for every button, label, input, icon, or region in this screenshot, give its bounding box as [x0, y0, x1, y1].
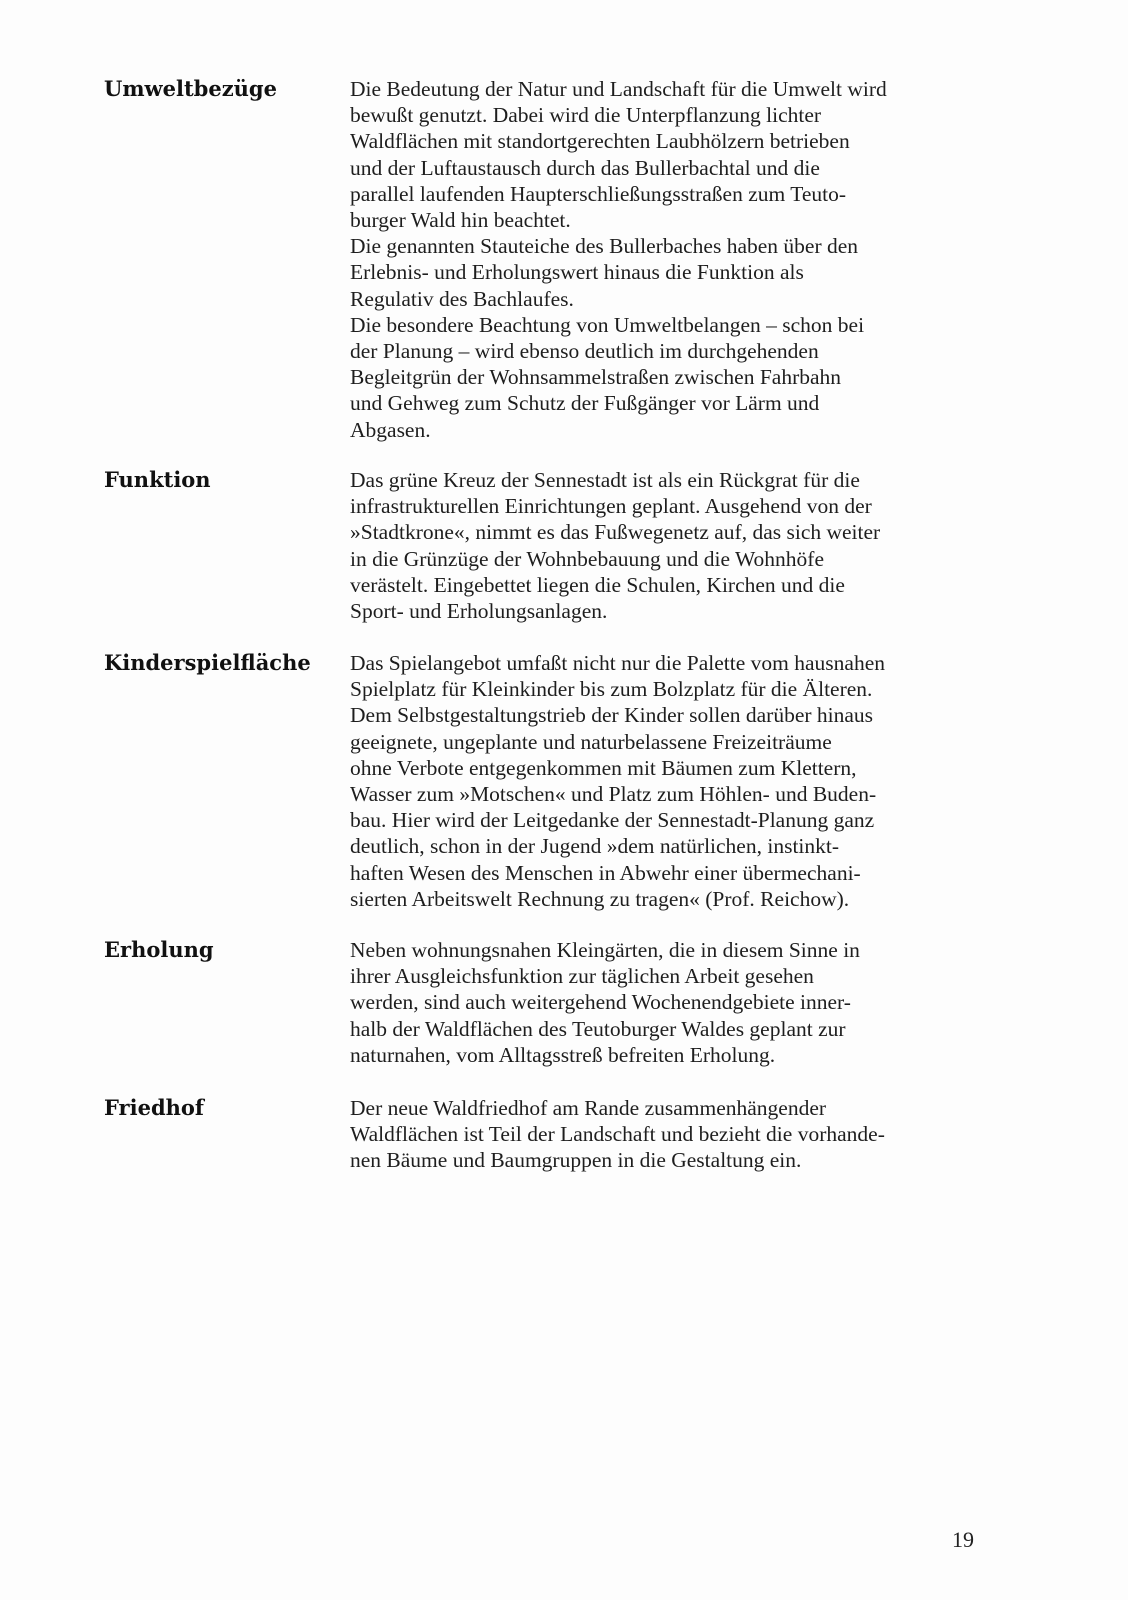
text-line: Regulativ des Bachlaufes.	[350, 286, 574, 311]
text-line: halb der Waldflächen des Teutoburger Waldes geplant zur	[350, 1016, 846, 1041]
text-line: nen Bäume und Baumgruppen in die Gestaltung ein.	[350, 1148, 802, 1173]
text-line: burger Wald hin beachtet.	[350, 208, 571, 233]
text-line: in die Grünzüge der Wohnbebauung und die Wohnhöfe	[350, 546, 825, 571]
text-line: infrastrukturellen Einrichtungen geplant. Ausgehend von der	[350, 494, 872, 519]
text-line: Erlebnis- und Erholungswert hinaus die Funktion als	[350, 260, 804, 285]
section-body	[350, 937, 990, 1068]
text-line: und Gehweg zum Schutz der Fußgänger vor Lärm und	[350, 391, 820, 416]
text-line: verästelt. Eingebettet liegen die Schulen, Kirchen und die	[350, 572, 845, 597]
text-line: Wasser zum »Motschen« und Platz zum Höhlen- und Buden-	[350, 782, 877, 807]
page-number: 19	[952, 1527, 974, 1552]
text-line: »Stadtkrone«, nimmt es das Fußwegenetz auf, das sich weiter	[350, 520, 881, 545]
section-body	[350, 467, 990, 624]
text-line: bewußt genutzt. Dabei wird die Unterpflanzung lichter	[350, 103, 822, 128]
text-line: Die genannten Stauteiche des Bullerbaches haben über den	[350, 234, 859, 259]
text-line: Spielplatz für Kleinkinder bis zum Bolzplatz für die Älteren.	[350, 677, 873, 702]
text-line: Das Spielangebot umfaßt nicht nur die Palette vom hausnahen	[350, 651, 885, 675]
text-line: Dem Selbstgestaltungstrieb der Kinder sollen darüber hinaus	[350, 703, 874, 728]
text-line: Begleitgrün der Wohnsammelstraßen zwischen Fahrbahn	[350, 365, 842, 390]
text-line: Der neue Waldfriedhof am Rande zusammenhängender	[350, 1096, 827, 1120]
text-line: haften Wesen des Menschen in Abwehr einer übermechani-	[350, 860, 861, 885]
text-line: Abgasen.	[350, 417, 431, 442]
text-line: naturnahen, vom Alltagsstreß befreiten Erholung.	[350, 1042, 776, 1067]
text-line: deutlich, schon in der Jugend »dem natürlichen, instinkt-	[350, 834, 840, 859]
section-heading: Umweltbezüge	[104, 76, 277, 101]
section-heading: Erholung	[104, 937, 214, 962]
text-line: geeignete, ungeplante und naturbelassene Freizeiträume	[350, 729, 832, 754]
text-line: ohne Verbote entgegenkommen mit Bäumen zum Klettern,	[350, 755, 857, 780]
section-body	[350, 1095, 990, 1174]
text-line: ihrer Ausgleichsfunktion zur täglichen Arbeit gesehen	[350, 964, 814, 989]
section-heading: Kinderspielfläche	[104, 650, 311, 675]
text-line: Waldflächen ist Teil der Landschaft und bezieht die vorhande-	[350, 1122, 885, 1147]
section-heading: Friedhof	[104, 1095, 204, 1120]
text-line: Das grüne Kreuz der Sennestadt ist als ein Rückgrat für die	[350, 468, 860, 492]
text-line: Die besondere Beachtung von Umweltbelangen – schon bei	[350, 312, 865, 337]
text-line: parallel laufenden Haupterschließungsstraßen zum Teuto-	[350, 181, 847, 206]
text-line: Neben wohnungsnahen Kleingärten, die in diesem Sinne in	[350, 938, 860, 962]
text-line: bau. Hier wird der Leitgedanke der Sennestadt-Planung ganz	[350, 808, 875, 833]
text-line: sierten Arbeitswelt Rechnung zu tragen« (Prof. Reichow).	[350, 886, 850, 911]
section-body	[350, 76, 990, 443]
text-line: Die Bedeutung der Natur und Landschaft für die Umwelt wird	[350, 77, 887, 101]
text-line: und der Luftaustausch durch das Bullerbachtal und die	[350, 155, 820, 180]
text-line: Sport- und Erholungsanlagen.	[350, 599, 608, 624]
text-line: werden, sind auch weitergehend Wochenendgebiete inner-	[350, 990, 851, 1015]
text-line: Waldflächen mit standortgerechten Laubhölzern betrieben	[350, 129, 850, 154]
text-line: der Planung – wird ebenso deutlich im durchgehenden	[350, 339, 819, 364]
section-heading: Funktion	[104, 467, 211, 492]
section-body	[350, 650, 990, 912]
